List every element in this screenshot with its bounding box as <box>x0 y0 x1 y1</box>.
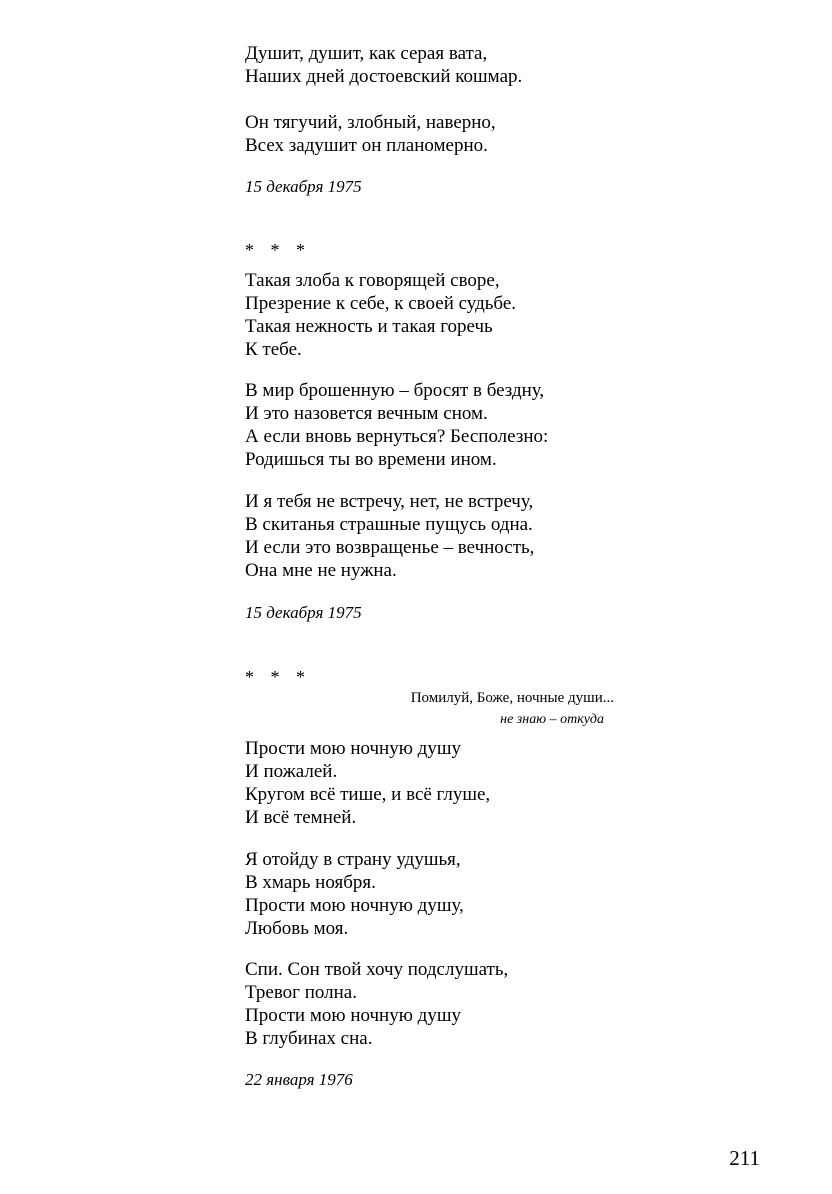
poem-line: И это назовется вечным сном. <box>245 403 488 424</box>
poem-line: Такая злоба к говорящей своре, <box>245 270 500 291</box>
poem-line: К тебе. <box>245 339 302 360</box>
poem-line: Она мне не нужна. <box>245 560 397 581</box>
poem-line: Душит, душит, как серая вата, <box>245 43 488 64</box>
poem-line: И пожалей. <box>245 761 338 782</box>
poem-line: Он тягучий, злобный, наверно, <box>245 112 496 133</box>
poem-line: В мир брошенную – бросят в бездну, <box>245 380 545 401</box>
epigraph-source: не знаю – откуда <box>500 712 604 727</box>
poem-line: В глубинах сна. <box>245 1028 373 1049</box>
poem-line: Прости мою ночную душу <box>245 738 461 759</box>
poem-line: Спи. Сон твой хочу подслушать, <box>245 959 509 980</box>
poem-line: И я тебя не встречу, нет, не встречу, <box>245 491 534 512</box>
section-separator: * * * <box>245 240 311 260</box>
section-separator: * * * <box>245 667 311 687</box>
poem-line: Прости мою ночную душу, <box>245 895 464 916</box>
poem-date: 15 декабря 1975 <box>245 603 362 622</box>
poem-line: Родишься ты во времени ином. <box>245 449 497 470</box>
poem-line: Тревог полна. <box>245 982 357 1003</box>
poem-line: Кругом всё тише, и всё глуше, <box>245 784 491 805</box>
poem-line: В хмарь ноября. <box>245 872 376 893</box>
epigraph: Помилуй, Боже, ночные души... <box>410 690 614 706</box>
poem-line: Всех задушит он планомерно. <box>245 135 488 156</box>
poem-line: Прости мою ночную душу <box>245 1005 461 1026</box>
poem-date: 22 января 1976 <box>245 1070 353 1089</box>
poem-date: 15 декабря 1975 <box>245 177 362 196</box>
poem-line: А если вновь вернуться? Бесполезно: <box>245 426 549 447</box>
poem-line: И если это возвращенье – вечность, <box>245 537 535 558</box>
poem-line: Наших дней достоевский кошмар. <box>245 66 523 87</box>
poem-line: И всё темней. <box>245 807 357 828</box>
poem-line: Любовь моя. <box>245 918 349 939</box>
poem-line: Презрение к себе, к своей судьбе. <box>245 293 517 314</box>
poem-line: Я отойду в страну удушья, <box>245 849 461 870</box>
page-number: 211 <box>729 1146 760 1170</box>
poem-line: В скитанья страшные пущусь одна. <box>245 514 533 535</box>
poem-line: Такая нежность и такая горечь <box>245 316 493 337</box>
